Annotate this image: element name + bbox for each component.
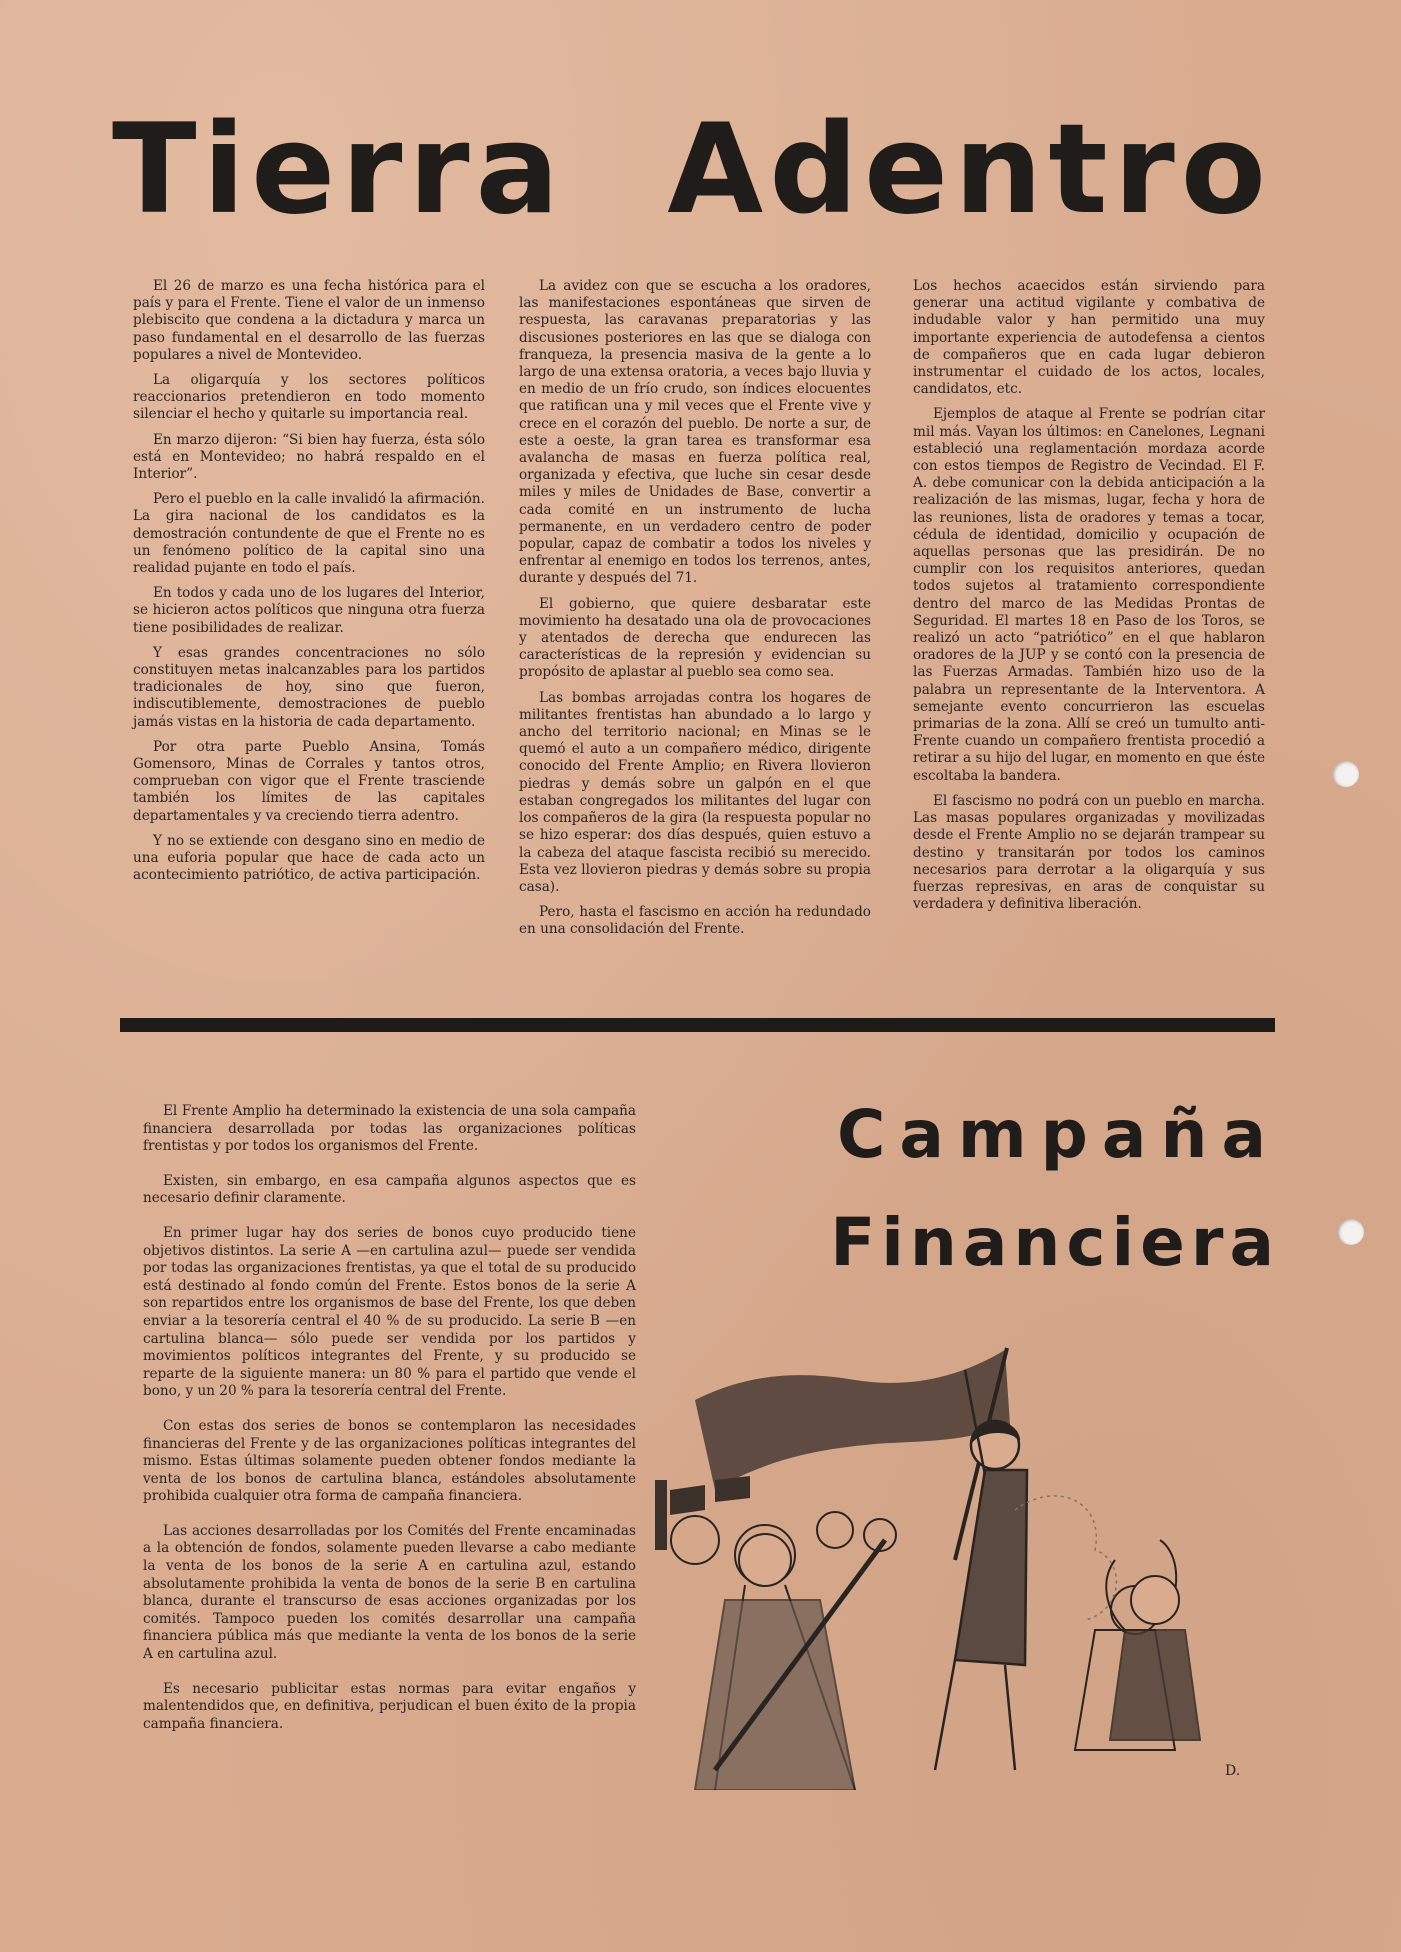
paragraph: Es necesario publicitar estas normas para evitar engaños y malentendidos que, en definitiva, perjudican el buen éxito de la propia campaña financiera. [143, 1680, 636, 1732]
paragraph: En todos y cada uno de los lugares del Interior, se hicieron actos políticos que ninguna otra fuerza tiene posibilidades de realizar. [133, 585, 485, 636]
paragraph: El 26 de marzo es una fecha histórica para el país y para el Frente. Tiene el valor de un inmenso plebiscito que condena a la dictadura y marca un paso fundamental en el desarrollo de las fuerzas populares a nivel de Montevideo. [133, 278, 485, 363]
headline-line-1: Campaña [836, 1096, 1280, 1173]
headline-word-1: Tierra [112, 98, 566, 242]
paragraph: Las bombas arrojadas contra los hogares de militantes frentistas han abundado a lo largo y ancho del territorio nacional; en Minas se le quemó el auto a un compañero médico, dirigente conocido del Frente Amplio; en Rivera llovieron piedras y demás sobre un galpón en el que estaban congregados los militantes del lugar con los compañeros de la gira (la respuesta popular no se hizo esperar: dos días después, quien estuvo a la cabeza del ataque fascista recibió su merecido. Esta vez llovieron piedras y demás sobre su propia casa). [519, 689, 871, 895]
headline-word-2: Adentro [667, 98, 1272, 242]
paragraph: El fascismo no podrá con un pueblo en marcha. Las masas populares organizadas y movilizadas desde el Frente Amplio no se dejarán trampear su destino y transitarán por todos los caminos necesarios para derrotar a la oligarquía y sus fuerzas represivas, en aras de conquistar su verdadera y definitiva liberación. [913, 792, 1265, 913]
paragraph: Con estas dos series de bonos se contemplaron las necesidades financieras del Frente y de las organizaciones políticas integrantes del mismo. Estas últimas solamente pueden obtener fondos mediante la venta de los bonos de cartulina blanca, estándoles absolutamente prohibida cualquier otra forma de campaña financiera. [143, 1417, 636, 1505]
paragraph: Los hechos acaecidos están sirviendo para generar una actitud vigilante y combativa de indudable valor y han permitido una muy importante experiencia de autodefensa a cientos de compañeros que en cada lugar debieron instrumentar el cuidado de los actos, locales, candidatos, etc. [913, 278, 1265, 398]
paragraph: La avidez con que se escucha a los oradores, las manifestaciones espontáneas que sirven de respuesta, las caravanas preparatorias y las discusiones posteriores en las que se dialoga con franqueza, la presencia masiva de la gente a lo largo de una extensa oratoria, a veces bajo lluvia y en medio de un frío crudo, son índices elocuentes que ratifican una y mil veces que el Frente vive y crece en el corazón del pueblo. De norte a sur, de este a oeste, la gran tarea es transformar esa avalancha de masas en fuerza política real, organizada y efectiva, que luche sin cesar desde miles y miles de Unidades de Base, convertir a cada comité en un instrumento de lucha permanente, en un verdadero centro de poder popular, capaz de combatir a todos los niveles y enfrentar al enemigo en todos los terrenos, antes, durante y después del 71. [519, 278, 871, 587]
paragraph: En primer lugar hay dos series de bonos cuyo producido tiene objetivos distintos. La serie A —en cartulina azul— puede ser vendida por todas las organizaciones frentistas, ya que el total de su producido está destinado al fondo común del Frente. Estos bonos de la serie A son repartidos entre los organismos de base del Frente, los que deben enviar a la tesorería central el 40 % de su producido. La serie B —en cartulina blanca— sólo puede ser vendida por los partidos y movimientos políticos integrantes del Frente, y su producido se reparte de la siguiente manera: un 80 % para el partido que vende el bono, y un 20 % para la tesorería central del Frente. [143, 1224, 636, 1400]
section-divider-rule [120, 1018, 1275, 1032]
headline-line-2: Financiera [830, 1204, 1280, 1281]
headline-tierra-adentro [112, 98, 1272, 242]
article-column-1 [133, 278, 485, 893]
punch-hole-top [1333, 761, 1359, 787]
article-column-2 [519, 278, 871, 947]
campana-article-body [143, 1103, 636, 1750]
paragraph: Y esas grandes concentraciones no sólo constituyen metas inalcanzables para los partidos tradicionales de hoy, sino que fueron, indiscutiblemente, demostraciones de pueblo jamás vistas en la historia de cada departamento. [133, 644, 485, 730]
illustration-signature: D. [1225, 1763, 1241, 1779]
paragraph: En marzo dijeron: “Si bien hay fuerza, ésta sólo está en Montevideo; no habrá respaldo en el Interior”. [133, 431, 485, 483]
paragraph: Por otra parte Pueblo Ansina, Tomás Gomensoro, Minas de Corrales y tantos otros, comprueban con vigor que el Frente trasciende también los límites de las capitales departamentales y va creciendo tierra adentro. [133, 738, 485, 824]
paragraph: Las acciones desarrolladas por los Comités del Frente encaminadas a la obtención de fondos, solamente pueden llevarse a cabo mediante la venta de los bonos de la serie A en cartulina azul, estando absolutamente prohibida la venta de bonos de la serie B en cartulina blanca, durante el transcurso de esas acciones organizadas por los comités. Tampoco pueden los comités desarrollar una campaña financiera pública más que mediante la venta de los bonos de la serie A en cartulina azul. [143, 1522, 636, 1663]
paragraph: Ejemplos de ataque al Frente se podrían citar mil más. Vayan los últimos: en Canelones, Legnani estableció una reglamentación mordaza acorde con estos tiempos de Registro de Vecindad. El F. A. debe comunicar con la debida anticipación a la realización de las mismas, lugar, fecha y hora de las reuniones, lista de oradores y temas a tocar, cédula de identidad, domicilio y ocupación de aquellas personas que las presidirán. De no cumplir con los requisitos anteriores, quedan todos sujetos al tratamiento correspondiente dentro del marco de las Medidas Prontas de Seguridad. El martes 18 en Paso de los Toros, se realizó un acto “patriótico” en el que hablaron oradores de la JUP y se contó con la presencia de las Fuerzas Armadas. También hizo uso de la palabra un representante de la Interventora. A semejante evento concurrieron las escuelas primarias de la zona. Allí se creó un tumulto anti-Frente cuando un compañero frentista procedió a retirar a su hijo del lugar, en momento en que éste escoltaba la bandera. [913, 406, 1265, 784]
paragraph: Y no se extiende con desgano sino en medio de una euforia popular que hace de cada acto un acontecimiento patriótico, de activa participación. [133, 832, 485, 884]
headline-campana-financiera [760, 1096, 1280, 1281]
paragraph: La oligarquía y los sectores políticos reaccionarios pretendieron en todo momento silenciar el hecho y quitarle su importancia real. [133, 372, 485, 423]
punch-hole-bottom [1338, 1219, 1364, 1245]
crowd-with-flag-illustration [655, 1330, 1275, 1790]
paragraph: Pero el pueblo en la calle invalidó la afirmación. La gira nacional de los candidatos es la demostración contundente de que el Frente no es un fenómeno político de la capital sino una realidad pujante en todo el país. [133, 491, 485, 577]
paragraph: Pero, hasta el fascismo en acción ha redundado en una consolidación del Frente. [519, 904, 871, 938]
paragraph: Existen, sin embargo, en esa campaña algunos aspectos que es necesario definir claramente. [143, 1172, 636, 1207]
article-column-3 [913, 278, 1265, 921]
paragraph: El Frente Amplio ha determinado la existencia de una sola campaña financiera desarrollada por todas las organizaciones políticas frentistas y por todos los organismos del Frente. [143, 1103, 636, 1155]
paragraph: El gobierno, que quiere desbaratar este movimiento ha desatado una ola de provocaciones y atentados de derecha que endurecen las características de la represión y evidencian su propósito de aplastar al pueblo sea como sea. [519, 595, 871, 681]
